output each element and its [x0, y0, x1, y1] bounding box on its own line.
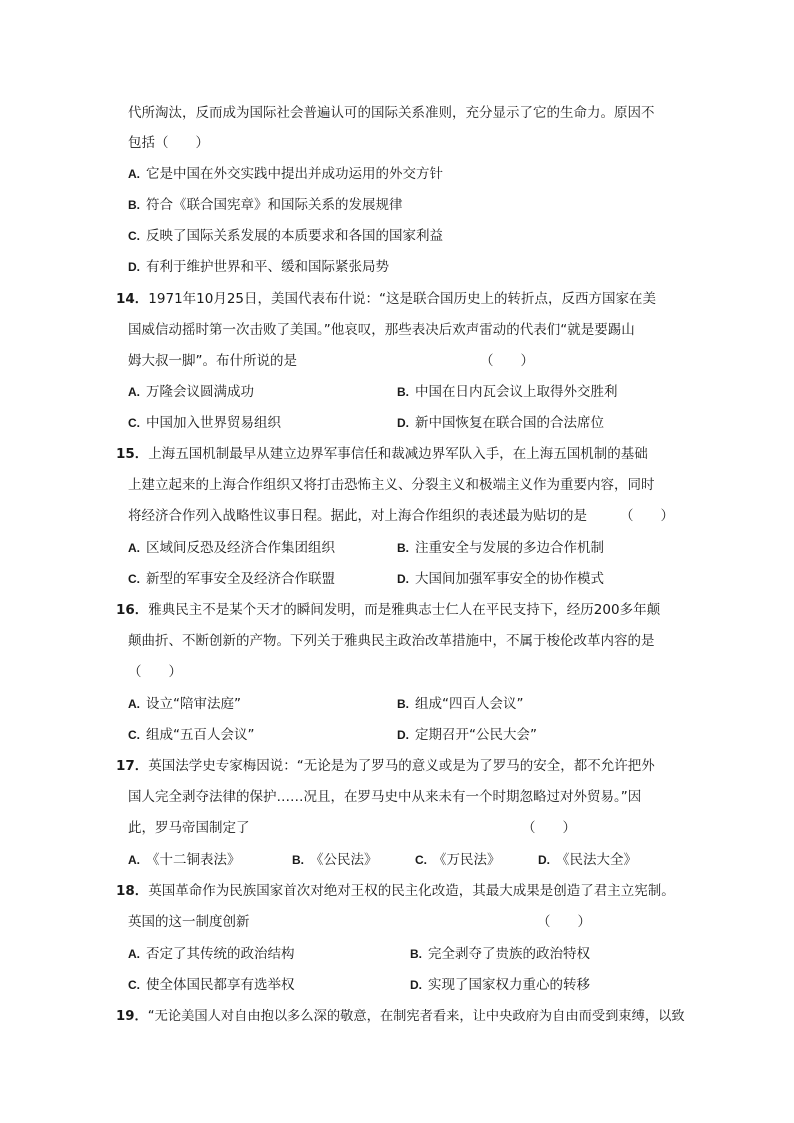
question-number: 14．: [116, 291, 149, 307]
option-text: 实现了国家权力重心的转移: [428, 977, 590, 993]
q16-option-c: [128, 725, 255, 745]
q14-option-c: [128, 413, 281, 433]
q14-option-b: [397, 382, 618, 402]
question-number: 18．: [116, 883, 149, 899]
option-letter: C.: [128, 728, 140, 742]
option-letter: B.: [410, 947, 422, 961]
option-text: 它是中国在外交实践中提出并成功运用的外交方针: [146, 166, 443, 182]
option-text: 否定了其传统的政治结构: [146, 946, 295, 962]
q17-option-b: [292, 850, 378, 870]
q14-line2: 国威信动摇时第一次击败了美国。”他哀叹，那些表决后欢声雷动的代表们“就是要踢山: [128, 322, 635, 338]
option-letter: C.: [128, 572, 140, 586]
question-number: 17．: [116, 758, 149, 774]
option-text: 《公民法》: [310, 852, 378, 868]
q15-option-c: [128, 569, 335, 589]
question-number: 15．: [116, 446, 149, 462]
question-text: 上海五国机制最早从建立边界军事信任和裁减边界军队入手，在上海五国机制的基础: [148, 446, 648, 462]
option-letter: A.: [128, 947, 140, 961]
option-text: 组成“五百人会议”: [146, 727, 255, 743]
q14-option-d: [397, 413, 604, 433]
question-text: 雅典民主不是某个天才的瞬间发明，而是雅典志士仁人在平民支持下，经历200多年颠: [148, 602, 661, 618]
option-letter: D.: [538, 853, 550, 867]
option-text: 符合《联合国宪章》和国际关系的发展规律: [146, 197, 403, 213]
q17-line1: [116, 756, 655, 776]
option-text: 注重安全与发展的多边合作机制: [415, 540, 604, 556]
q18-line2: 英国的这一制度创新: [128, 914, 250, 930]
option-letter: C.: [128, 416, 140, 430]
option-text: 《十二铜表法》: [146, 852, 241, 868]
question-text: “无论美国人对自由抱以多么深的敬意，在制宪者看来，让中央政府为自由而受到束缚，以致: [147, 1009, 685, 1024]
option-letter: B.: [397, 541, 409, 555]
option-text: 新中国恢复在联合国的合法席位: [415, 415, 604, 431]
q15-option-b: [397, 538, 604, 558]
q13-line2: 包括（ ）: [128, 135, 209, 151]
q16-line3: （ ）: [128, 664, 182, 680]
option-letter: A.: [128, 541, 140, 555]
question-number: 19．: [116, 1009, 148, 1024]
q15-line2: 上建立起来的上海合作组织又将打击恐怖主义、分裂主义和极端主义作为重要内容，同时: [128, 477, 655, 493]
question-text: 英国革命作为民族国家首次对绝对王权的民主化改造，其最大成果是创造了君主立宪制。: [148, 883, 675, 899]
option-text: 大国间加强军事安全的协作模式: [415, 571, 604, 587]
option-text: 使全体国民都享有选举权: [146, 977, 295, 993]
q16-line1: [116, 600, 660, 620]
option-text: 中国在日内瓦会议上取得外交胜利: [415, 384, 618, 400]
q18-answer-paren: （ ）: [537, 914, 591, 930]
option-text: 设立“陪审法庭”: [146, 696, 241, 712]
option-text: 《万民法》: [433, 852, 501, 868]
option-letter: D.: [410, 978, 422, 992]
option-letter: A.: [128, 385, 140, 399]
q18-option-d: [410, 975, 590, 995]
option-text: 组成“四百人会议”: [415, 696, 524, 712]
q17-option-c: [415, 850, 501, 870]
q17-line3: 此，罗马帝国制定了: [128, 820, 250, 836]
option-text: 区域间反恐及经济合作集团组织: [146, 540, 335, 556]
option-letter: C.: [128, 229, 140, 243]
option-letter: B.: [397, 697, 409, 711]
option-letter: A.: [128, 167, 140, 181]
q18-line1: [116, 881, 675, 901]
option-text: 中国加入世界贸易组织: [146, 415, 281, 431]
option-text: 反映了国际关系发展的本质要求和各国的国家利益: [146, 228, 443, 244]
q18-option-b: [410, 944, 590, 964]
q16-option-b: [397, 694, 524, 714]
q13-option-a: [128, 164, 443, 184]
question-text: 1971年10月25日，美国代表布什说：“这是联合国历史上的转折点，反西方国家在美: [148, 291, 657, 307]
question-number: 16．: [116, 602, 149, 618]
option-letter: D.: [128, 260, 140, 274]
q16-option-a: [128, 694, 241, 714]
q13-option-c: [128, 226, 443, 246]
q14-line3: 姆大叔一脚”。布什所说的是: [128, 353, 297, 369]
q15-answer-paren: （ ）: [620, 508, 674, 524]
q19-line1: [116, 1007, 685, 1027]
q13-option-d: [128, 257, 389, 277]
option-letter: C.: [415, 853, 427, 867]
option-letter: A.: [128, 853, 140, 867]
q15-option-a: [128, 538, 335, 558]
option-text: 定期召开“公民大会”: [415, 727, 537, 743]
q18-option-c: [128, 975, 295, 995]
option-text: 新型的军事安全及经济合作联盟: [146, 571, 335, 587]
option-text: 有利于维护世界和平、缓和国际紧张局势: [146, 259, 389, 275]
q18-option-a: [128, 944, 295, 964]
option-letter: B.: [397, 385, 409, 399]
q14-option-a: [128, 382, 254, 402]
q14-answer-paren: （ ）: [480, 353, 534, 369]
option-text: 完全剥夺了贵族的政治特权: [428, 946, 590, 962]
option-letter: B.: [128, 198, 140, 212]
q16-line2: 颠曲折、不断创新的产物。下列关于雅典民主政治改革措施中，不属于梭伦改革内容的是: [128, 633, 655, 649]
q15-option-d: [397, 569, 604, 589]
q16-option-d: [397, 725, 537, 745]
option-letter: C.: [128, 978, 140, 992]
q17-line2: 国人完全剥夺法律的保护……况且，在罗马史中从来未有一个时期忽略过对外贸易。”因: [128, 789, 642, 805]
option-letter: D.: [397, 572, 409, 586]
q17-option-d: [538, 850, 637, 870]
option-text: 《民法大全》: [556, 852, 637, 868]
option-text: 万隆会议圆满成功: [146, 384, 254, 400]
option-letter: A.: [128, 697, 140, 711]
option-letter: D.: [397, 416, 409, 430]
q15-line3: 将经济合作列入战略性议事日程。据此，对上海合作组织的表述最为贴切的是: [128, 508, 587, 524]
q13-line1: 代所淘汰，反而成为国际社会普遍认可的国际关系准则，充分显示了它的生命力。原因不: [128, 105, 655, 121]
option-letter: B.: [292, 853, 304, 867]
q13-option-b: [128, 195, 403, 215]
q17-option-a: [128, 850, 241, 870]
q14-line1: [116, 289, 656, 309]
q17-answer-paren: （ ）: [522, 820, 576, 836]
option-letter: D.: [397, 728, 409, 742]
question-text: 英国法学史专家梅因说：“无论是为了罗马的意义或是为了罗马的安全，都不允许把外: [148, 758, 655, 774]
q15-line1: [116, 444, 648, 464]
